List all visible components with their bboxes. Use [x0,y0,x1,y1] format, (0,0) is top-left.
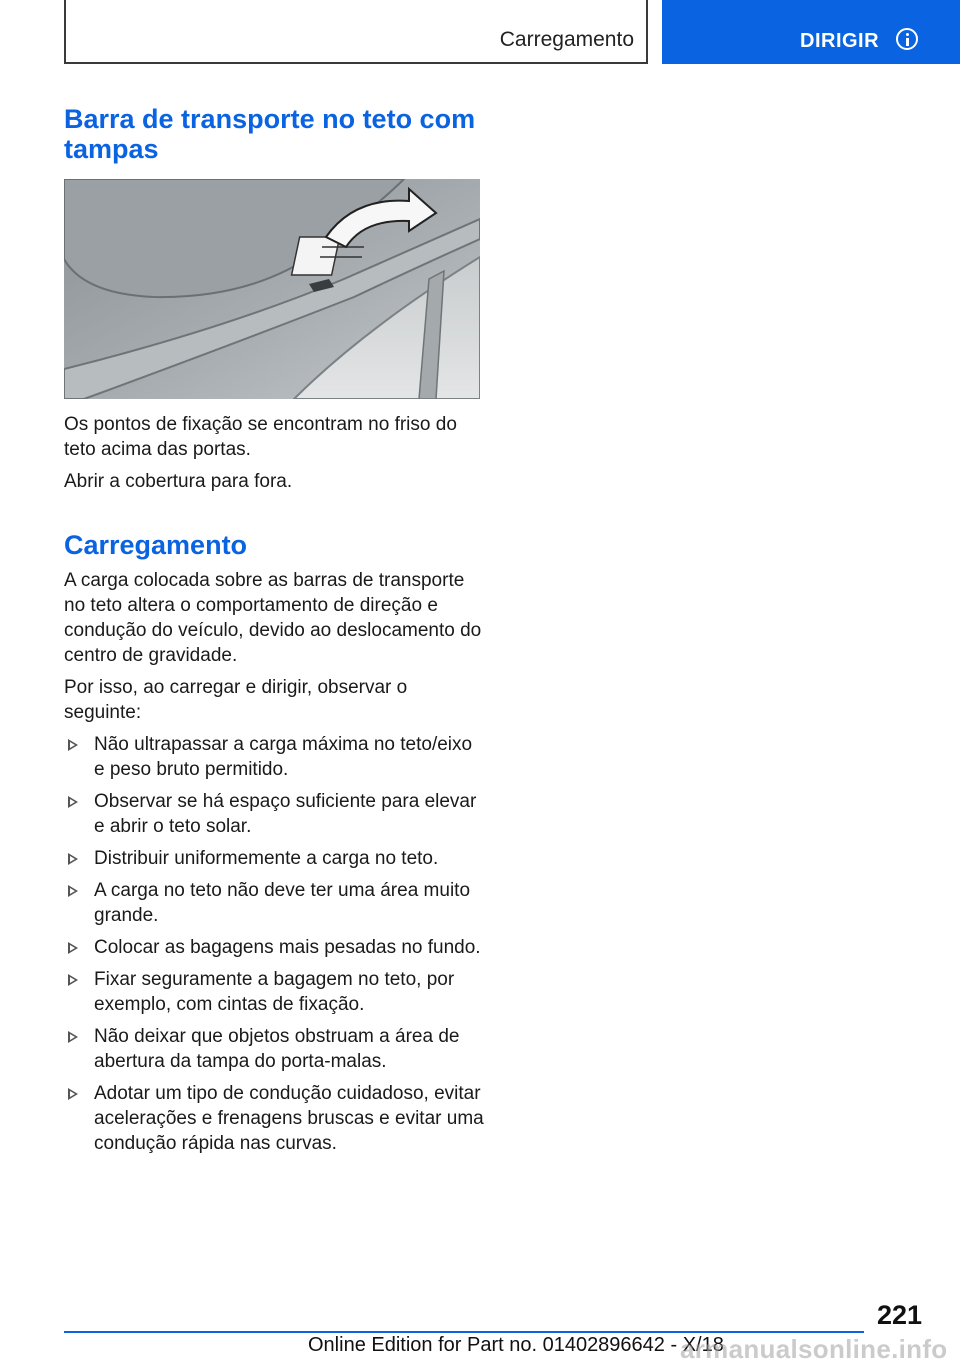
watermark: armanualsonline.info [680,1334,948,1364]
section-title: Carregamento [64,530,248,560]
list-item: Distribuir uniformemente a carga no teto. [64,846,484,871]
triangle-bullet-icon [68,1031,78,1043]
list-item: Observar se há espaço suficiente para elevar e abrir o teto solar. [64,789,484,839]
triangle-bullet-icon [68,974,78,986]
info-icon[interactable] [896,28,918,50]
instruction-list [64,732,484,1163]
list-item: Adotar um tipo de condução cuidadoso, evitar acelerações e frenagens bruscas e evitar uma condução rápida nas curvas. [64,1081,484,1156]
footer-edition: Online Edition for Part no. 01402896642 - X/18 [308,1334,724,1356]
paragraph-load-effects: A carga colocada sobre as barras de transporte no teto altera o comportamento de direção e condução do veículo, devido ao deslocamento do centro de gravidade. [64,570,482,666]
triangle-bullet-icon [68,885,78,897]
header-section-box [64,0,648,64]
roof-rack-figure [64,179,480,399]
footer-divider [64,1331,864,1333]
header-section-title: Carregamento [499,28,634,51]
list-item: Não ultrapassar a carga máxima no teto/eixo e peso bruto permitido. [64,732,484,782]
list-item: Colocar as bagagens mais pesadas no fundo. [64,935,484,960]
triangle-bullet-icon [68,853,78,865]
paragraph-fixation-points: Os pontos de fixação se encontram no friso do teto acima das portas. [64,414,457,460]
triangle-bullet-icon [68,739,78,751]
page-number: 221 [876,1300,922,1330]
list-item: Fixar seguramente a bagagem no teto, por exemplo, com cintas de fixação. [64,967,484,1017]
paragraph-open-cover: Abrir a cobertura para fora. [64,471,293,492]
header-chapter-title: DIRIGIR [800,30,880,52]
triangle-bullet-icon [68,1088,78,1100]
page-title: Barra de transporte no teto com tampas [64,104,476,164]
triangle-bullet-icon [68,942,78,954]
header-chapter-tab[interactable] [662,0,960,64]
list-item: A carga no teto não deve ter uma área muito grande. [64,878,484,928]
paragraph-observe: Por isso, ao carregar e dirigir, observar o seguinte: [64,677,408,723]
list-item: Não deixar que objetos obstruam a área de abertura da tampa do porta-malas. [64,1024,484,1074]
triangle-bullet-icon [68,796,78,808]
